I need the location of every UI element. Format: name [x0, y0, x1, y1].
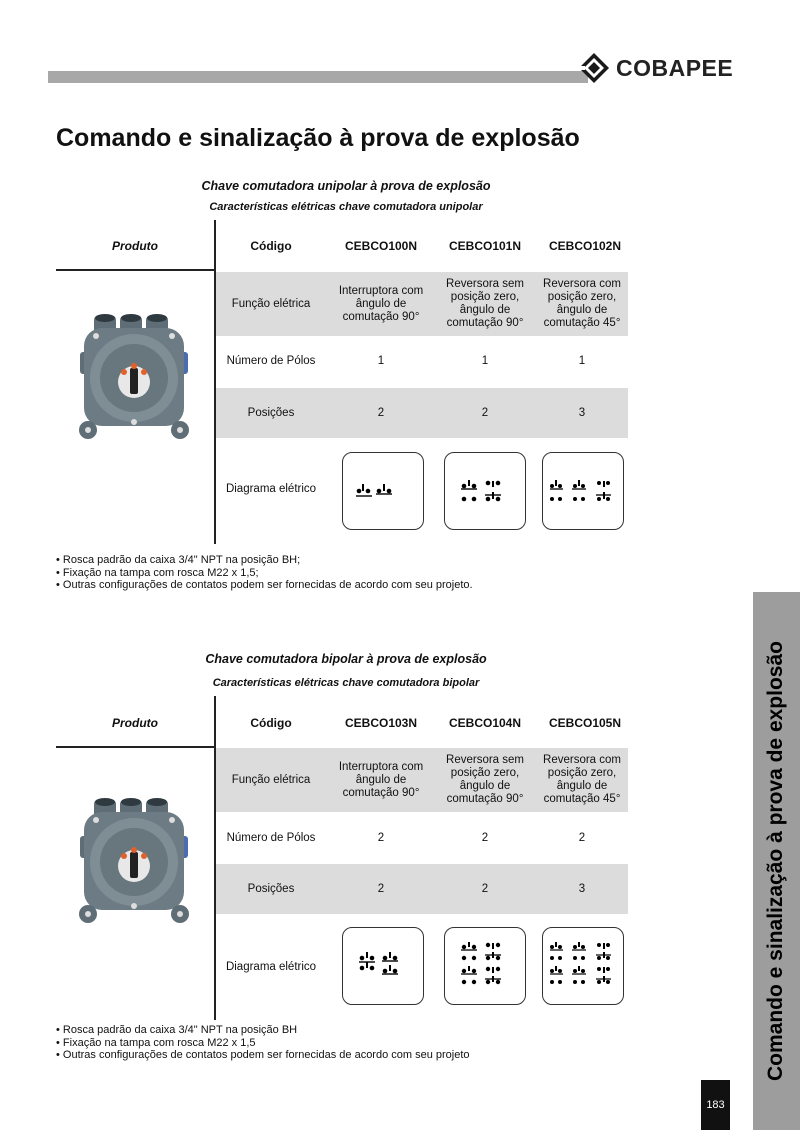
- row-funcao-eletrica: [216, 748, 628, 812]
- row-posicoes: [216, 864, 628, 914]
- cell-value: 2: [578, 831, 586, 844]
- note: • Rosca padrão da caixa 3/4" NPT na posição BH: [56, 1024, 298, 1036]
- notes-list: [56, 1024, 636, 1062]
- note: • Fixação na tampa com rosca M22 x 1,5;: [56, 566, 259, 579]
- side-tab-text: Comando e sinalização à prova de explosão: [764, 641, 787, 1081]
- header-code: CEBCO102N: [548, 239, 622, 253]
- cell-value: 2: [481, 831, 489, 844]
- cell-value: Reversora sem posição zero, ângulo de comutação 90°: [446, 278, 524, 329]
- note: • Outras configurações de contatos podem ser fornecidas de acordo com seu projeto.: [56, 579, 473, 591]
- note: • Outras configurações de contatos podem ser fornecidas de acordo com seu projeto: [56, 1049, 470, 1061]
- page-title: Comando e sinalização à prova de explosão: [56, 124, 580, 152]
- brand-logo: [578, 52, 733, 84]
- header-code: CEBCO101N: [448, 239, 522, 253]
- product-image: [74, 312, 194, 452]
- cell-value: 2: [481, 882, 489, 895]
- wiring-diagram: [542, 452, 624, 530]
- header-codigo: Código: [250, 239, 292, 253]
- header-code: CEBCO100N: [344, 239, 418, 253]
- wiring-diagram: [444, 452, 526, 530]
- wiring-diagram: [342, 452, 424, 530]
- wiring-diagram: [342, 927, 424, 1005]
- note: • Fixação na tampa com rosca M22 x 1,5: [56, 1036, 256, 1049]
- cell-value: 2: [377, 831, 385, 844]
- header-bar: [48, 71, 588, 83]
- section-unipolar: [56, 176, 636, 606]
- diagram-icon: [460, 941, 510, 991]
- cell-value: 2: [377, 406, 385, 419]
- header-codigo: Código: [250, 716, 292, 730]
- row-label: Posições: [247, 882, 295, 895]
- cell-value: Interruptora com ângulo de comutação 90°: [338, 760, 424, 799]
- cell-value: 1: [578, 354, 586, 367]
- cell-value: Reversora com posição zero, ângulo de comutação 45°: [543, 278, 621, 329]
- cell-value: 3: [578, 406, 586, 419]
- wiring-diagram: [444, 927, 526, 1005]
- row-numero-polos: [216, 812, 628, 864]
- diagram-icon: [460, 479, 510, 503]
- diagram-icon: [549, 941, 617, 991]
- wiring-diagram: [542, 927, 624, 1005]
- table-divider: [56, 746, 214, 748]
- section-subtitle: Características elétricas chave comutadora bipolar: [212, 677, 480, 689]
- cell-value: 3: [578, 882, 586, 895]
- cell-value: 2: [481, 406, 489, 419]
- page-number: 183: [701, 1080, 730, 1130]
- cell-value: 1: [481, 354, 489, 367]
- cell-value: Interruptora com ângulo de comutação 90°: [338, 284, 424, 323]
- notes-list: [56, 554, 636, 592]
- row-label: Função elétrica: [231, 297, 311, 310]
- diagram-icon: [358, 951, 408, 981]
- table-divider: [56, 269, 214, 271]
- header-produto: Produto: [112, 716, 158, 730]
- cell-value: Reversora sem posição zero, ângulo de comutação 90°: [446, 754, 524, 805]
- row-label: Função elétrica: [231, 773, 311, 786]
- header-code: CEBCO104N: [448, 716, 522, 730]
- section-bipolar: [56, 650, 636, 1080]
- header-code: CEBCO103N: [344, 716, 418, 730]
- header-produto: Produto: [112, 239, 158, 253]
- row-label: Diagrama elétrico: [225, 482, 317, 495]
- product-image: [74, 796, 194, 936]
- brand-name: COBAPEE: [616, 54, 734, 81]
- row-label: Número de Pólos: [226, 831, 316, 844]
- cell-value: 1: [377, 354, 385, 367]
- cell-value: Reversora com posição zero, ângulo de comutação 45°: [543, 754, 621, 805]
- diagram-icon: [549, 479, 617, 503]
- header-code: CEBCO105N: [548, 716, 622, 730]
- row-label: Posições: [247, 406, 295, 419]
- row-funcao-eletrica: [216, 272, 628, 336]
- diagram-icon: [355, 481, 411, 501]
- section-title: Chave comutadora bipolar à prova de explosão: [205, 652, 487, 666]
- section-subtitle: Características elétricas chave comutadora unipolar: [209, 201, 483, 213]
- row-label: Número de Pólos: [226, 354, 316, 367]
- note: • Rosca padrão da caixa 3/4" NPT na posição BH;: [56, 554, 301, 566]
- section-title: Chave comutadora unipolar à prova de explosão: [201, 179, 491, 193]
- cobapee-logo-icon: [578, 52, 610, 84]
- cell-value: 2: [377, 882, 385, 895]
- row-label: Diagrama elétrico: [225, 960, 317, 973]
- row-posicoes: [216, 388, 628, 438]
- row-numero-polos: [216, 336, 628, 386]
